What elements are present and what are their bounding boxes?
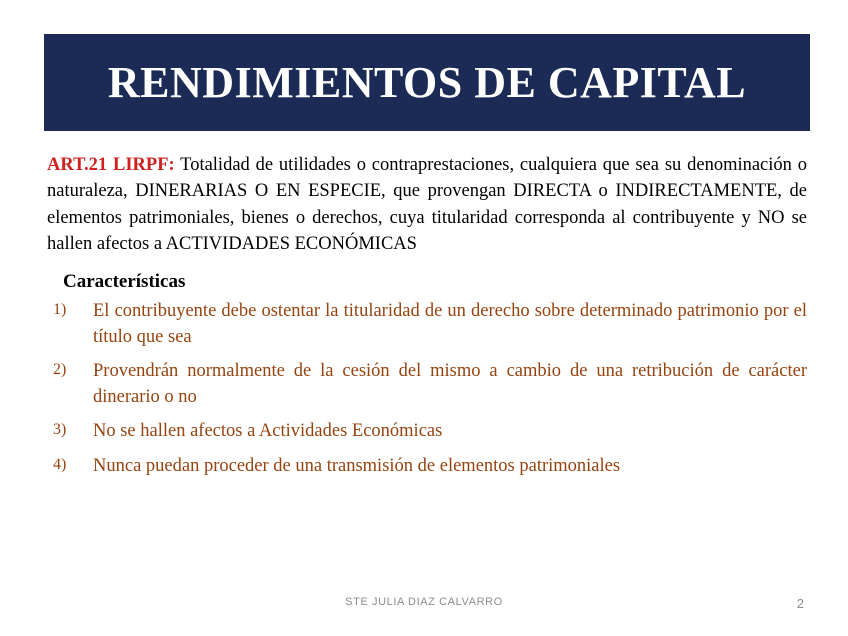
definition-paragraph (47, 152, 807, 257)
list-item-number: 1) (53, 301, 67, 319)
list-item-label: Nunca puedan proceder de una transmisión de elementos patrimoniales (93, 455, 621, 476)
list-item (47, 419, 807, 445)
slide-footer (0, 596, 848, 612)
list-item-number: 4) (53, 455, 67, 473)
features-subheading: Características (63, 271, 186, 293)
list-item (47, 454, 807, 480)
slide-body (47, 152, 807, 488)
list-item (47, 359, 807, 410)
list-item-label: El contribuyente debe ostentar la titularidad de un derecho sobre determinado patrimonio por el título que sea (93, 301, 807, 347)
list-item-label: No se hallen afectos a Actividades Económicas (93, 421, 443, 442)
page-number: 2 (796, 596, 804, 611)
footer-author: STE JULIA DIAZ CALVARRO (345, 596, 503, 608)
page-title: RENDIMIENTOS DE CAPITAL (107, 57, 747, 107)
list-item (47, 299, 807, 350)
list-item-number: 3) (53, 421, 67, 439)
definition-lead: ART.21 LIRPF: (47, 155, 175, 175)
definition-text: Totalidad de utilidades o contraprestaciones, cualquiera que sea su denominación o naturaleza, DINERARIAS O EN ESPECIE, que provengan DIRECTA o INDIRECTAMENTE, de elementos patrimoniales, bienes o derechos, cuya titularidad corresponda al contribuyente y NO se hallen afectos a ACTIVIDADES ECONÓMICAS (47, 155, 808, 254)
title-banner (44, 34, 810, 131)
list-item-label: Provendrán normalmente de la cesión del mismo a cambio de una retribución de carácter dinerario o no (93, 361, 807, 407)
list-item-number: 2) (53, 361, 67, 379)
features-list (47, 299, 807, 479)
